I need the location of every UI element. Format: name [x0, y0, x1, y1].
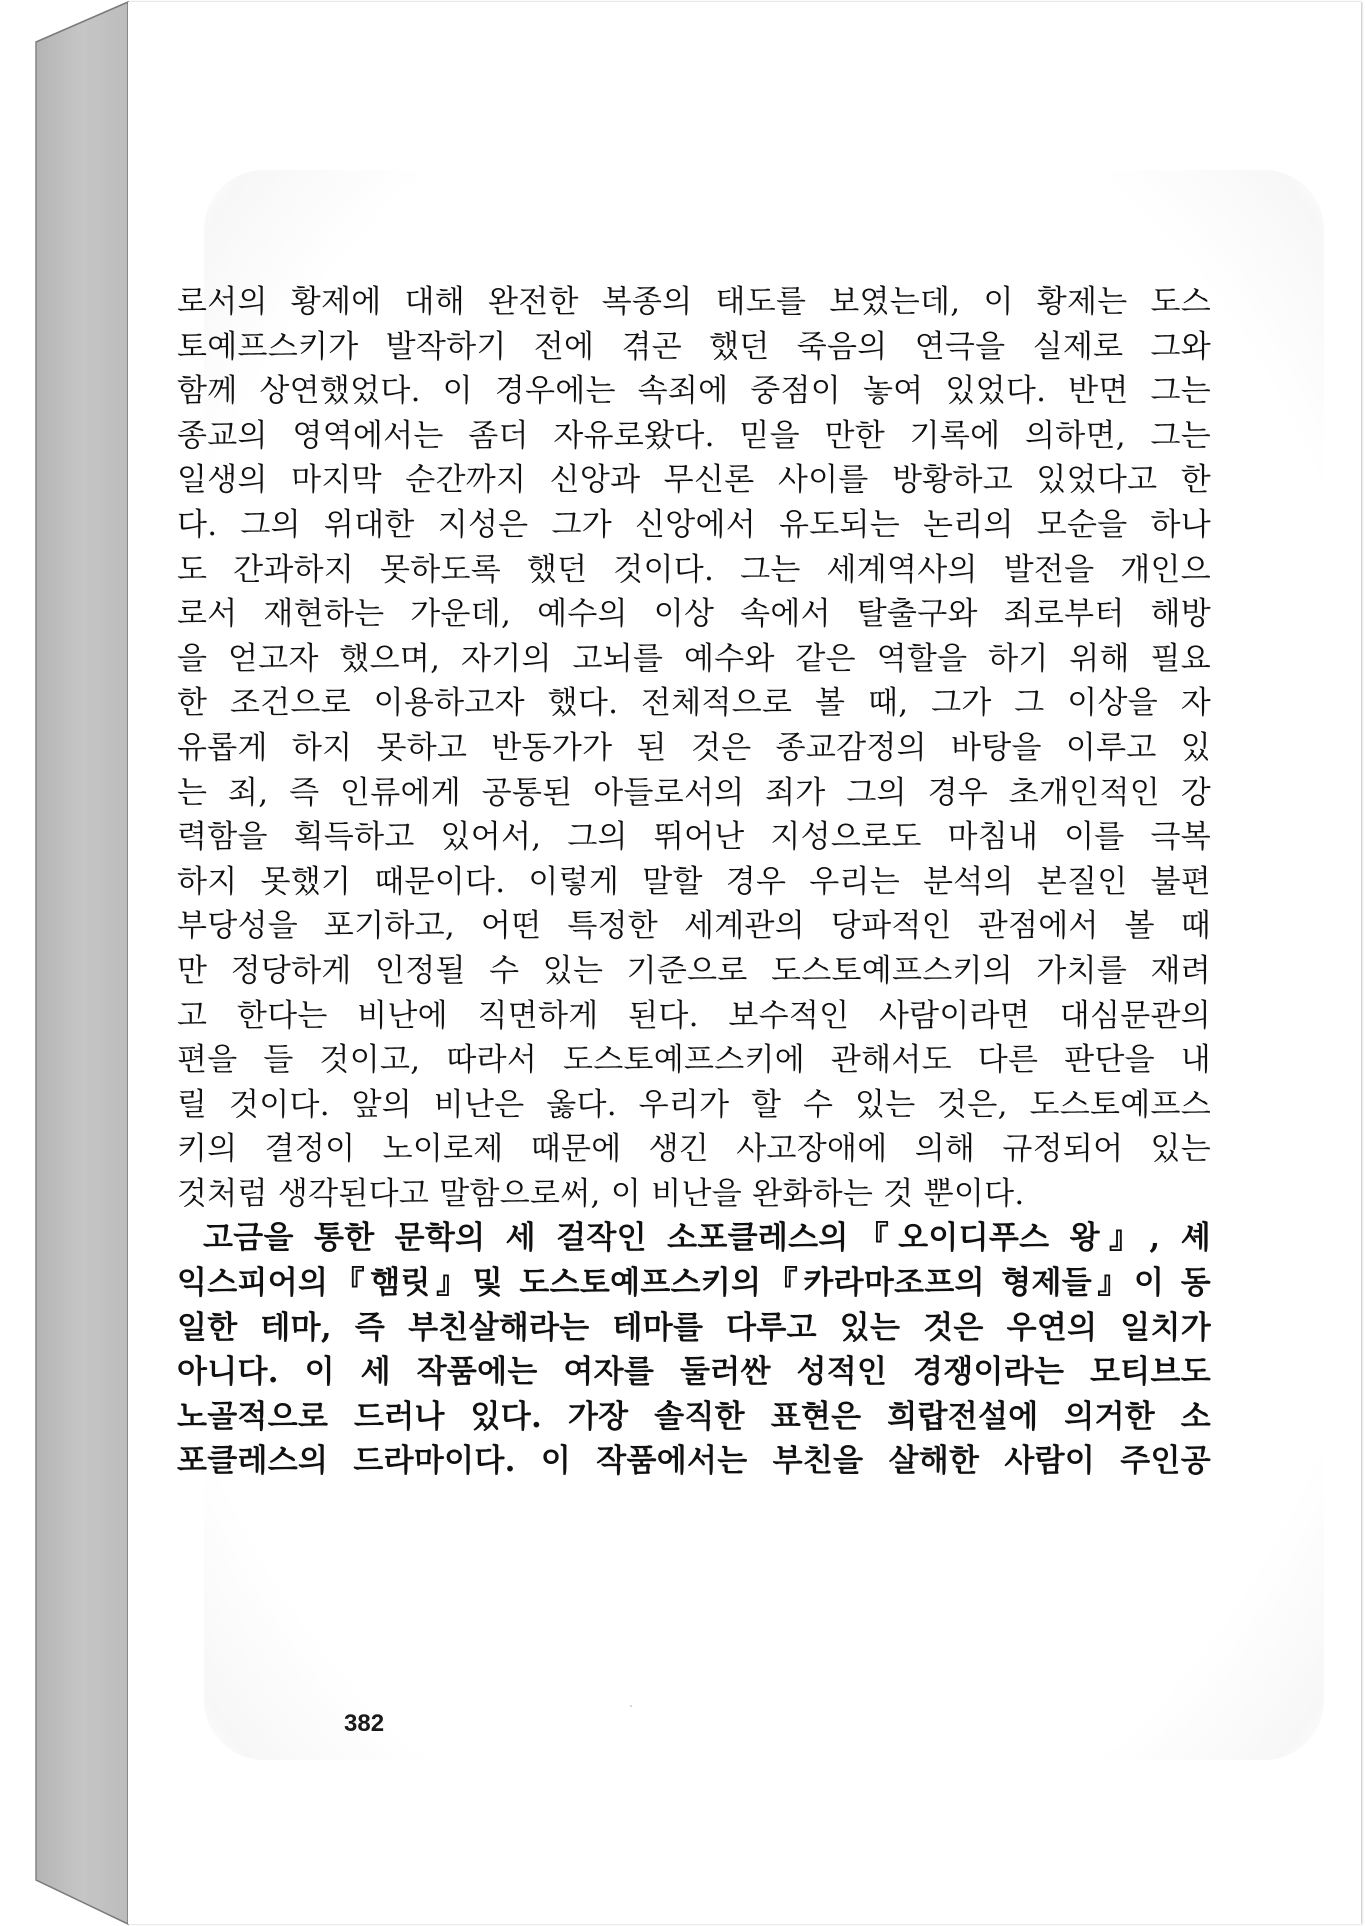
- text-line: 을 얻고자 했으며, 자기의 고뇌를 예수와 같은 역할을 하기 위해 필요: [177, 640, 1211, 677]
- book-spine-edge: [0, 0, 140, 1926]
- text-line: 유롭게 하지 못하고 반동가가 된 것은 종교감정의 바탕을 이루고 있: [177, 729, 1211, 766]
- text-line: 편을 들 것이고, 따라서 도스토예프스키에 관해서도 다른 판단을 내: [177, 1042, 1211, 1079]
- text-line: 종교의 영역에서는 좀더 자유로왔다. 믿을 만한 기록에 의하면, 그는: [177, 417, 1211, 454]
- text-line: 아니다. 이 세 작품에는 여자를 둘러싼 성적인 경쟁이라는 모티브도: [177, 1354, 1211, 1391]
- text-line: 력함을 획득하고 있어서, 그의 뛰어난 지성으로도 마침내 이를 극복: [177, 819, 1211, 856]
- text-line: 만 정당하게 인정될 수 있는 기준으로 도스토예프스키의 가치를 재려: [177, 952, 1211, 989]
- page-body-text: [177, 280, 1211, 1484]
- text-line: 도 간과하지 못하도록 했던 것이다. 그는 세계역사의 발전을 개인으: [177, 551, 1211, 588]
- text-line: 익스피어의『햄릿』및 도스토예프스키의『카라마조프의 형제들』이 동: [177, 1265, 1211, 1302]
- text-line: 포클레스의 드라마이다. 이 작품에서는 부친을 살해한 사람이 주인공: [177, 1443, 1211, 1480]
- text-line: 로서 재현하는 가운데, 예수의 이상 속에서 탈출구와 죄로부터 해방: [177, 596, 1211, 633]
- text-line: 것처럼 생각된다고 말함으로써, 이 비난을 완화하는 것 뿐이다.: [177, 1175, 1025, 1212]
- text-line: 하지 못했기 때문이다. 이렇게 말할 경우 우리는 분석의 본질인 불편: [177, 863, 1211, 900]
- text-line: 한 조건으로 이용하고자 했다. 전체적으로 볼 때, 그가 그 이상을 자: [177, 685, 1211, 722]
- text-line: 다. 그의 위대한 지성은 그가 신앙에서 유도되는 논리의 모순을 하나: [177, 506, 1211, 543]
- text-line: 노골적으로 드러나 있다. 가장 솔직한 표현은 희랍전설에 의거한 소: [177, 1398, 1211, 1435]
- text-line: 일생의 마지막 순간까지 신앙과 무신론 사이를 방황하고 있었다고 한: [177, 462, 1211, 499]
- page-number: 382: [344, 1710, 385, 1737]
- text-line: 키의 결정이 노이로제 때문에 생긴 사고장애에 의해 규정되어 있는: [177, 1131, 1211, 1168]
- paragraph-1: [177, 280, 1211, 1216]
- text-line: 는 죄, 즉 인류에게 공통된 아들로서의 죄가 그의 경우 초개인적인 강: [177, 774, 1211, 811]
- text-line: 일한 테마, 즉 부친살해라는 테마를 다루고 있는 것은 우연의 일치가: [177, 1309, 1211, 1346]
- text-line: 릴 것이다. 앞의 비난은 옳다. 우리가 할 수 있는 것은, 도스토예프스: [177, 1086, 1211, 1123]
- text-line: 토예프스키가 발작하기 전에 겪곤 했던 죽음의 연극을 실제로 그와: [177, 328, 1211, 365]
- text-line: 함께 상연했었다. 이 경우에는 속죄에 중점이 놓여 있었다. 반면 그는: [177, 373, 1211, 410]
- scan-speck: [630, 1705, 632, 1707]
- text-line: 부당성을 포기하고, 어떤 특정한 세계관의 당파적인 관점에서 볼 때: [177, 908, 1211, 945]
- text-line: 고금을 통한 문학의 세 걸작인 소포클레스의『오이디푸스 왕』, 셰: [203, 1220, 1211, 1257]
- paragraph-2: [177, 1216, 1211, 1484]
- text-line: 로서의 황제에 대해 완전한 복종의 태도를 보였는데, 이 황제는 도스: [177, 284, 1211, 320]
- text-line: 고 한다는 비난에 직면하게 된다. 보수적인 사람이라면 대심문관의: [177, 997, 1211, 1034]
